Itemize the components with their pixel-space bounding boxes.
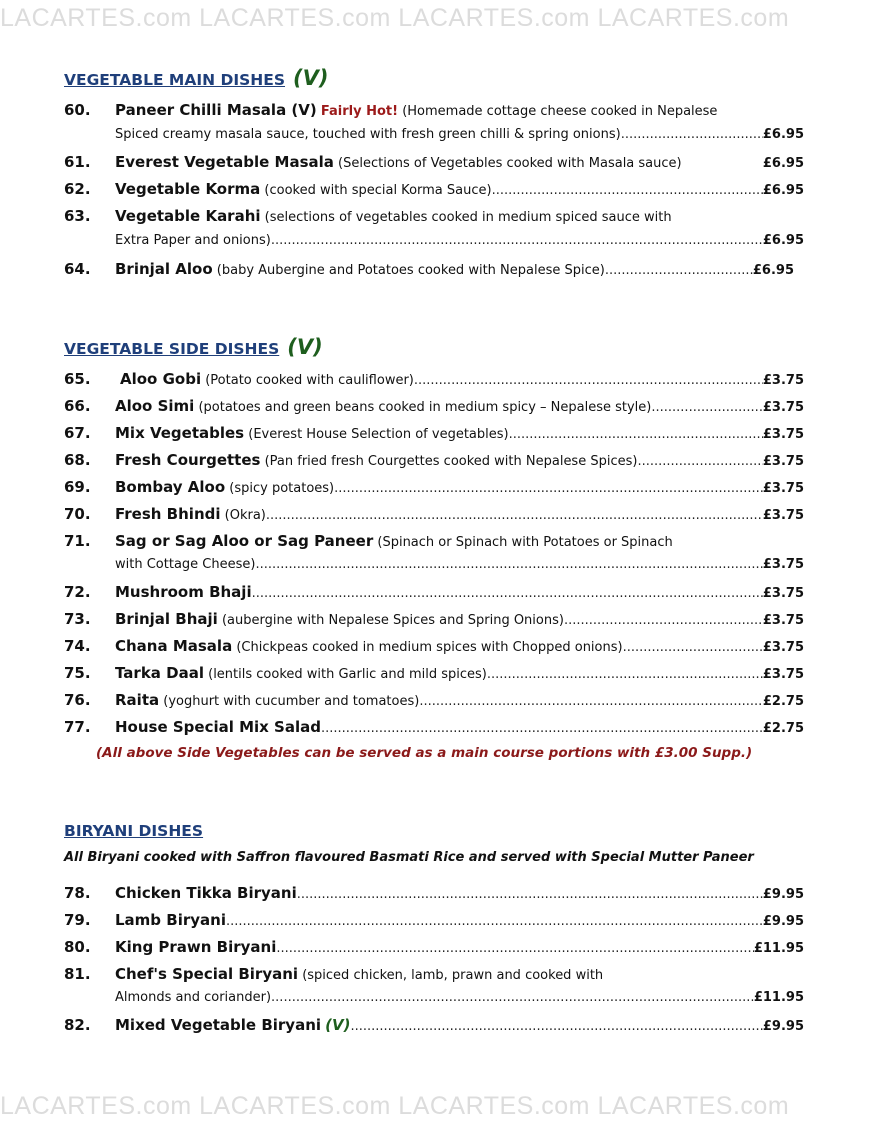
- item-number: 74.: [64, 637, 91, 655]
- item-description-cont: with Cottage Cheese): [115, 557, 256, 572]
- leader-dots: [252, 586, 763, 601]
- item-description: (potatoes and green beans cooked in medium spicy – Nepalese style): [198, 400, 652, 415]
- item-name: Mushroom Bhaji: [115, 583, 252, 601]
- item-price: £3.75: [762, 586, 804, 601]
- item-price: £6.95: [752, 263, 794, 278]
- item-description-cont: Extra Paper and onions): [115, 233, 271, 248]
- item-price: £6.95: [762, 127, 804, 142]
- item-description: (spicy potatoes): [229, 481, 335, 496]
- vegetable-main-heading: [64, 66, 328, 90]
- item-number: 65.: [64, 370, 91, 388]
- item-description: (Selections of Vegetables cooked with Masala sauce): [338, 156, 682, 171]
- item-price: £11.95: [753, 941, 804, 956]
- veg-mark: (V): [325, 1016, 351, 1034]
- item-price: £3.75: [762, 481, 804, 496]
- item-price: £6.95: [762, 156, 804, 171]
- item-number: 73.: [64, 610, 91, 628]
- item-name: Raita: [115, 691, 160, 709]
- item-name: Tarka Daal: [115, 664, 204, 682]
- item-name: Chicken Tikka Biryani: [115, 884, 297, 902]
- biryani-heading: BIRYANI DISHES: [64, 822, 204, 840]
- item-number: 66.: [64, 397, 91, 415]
- item-description: (Pan fried fresh Courgettes cooked with Nepalese Spices): [264, 454, 638, 469]
- leader-dots: [605, 263, 753, 278]
- item-description-cont: Spiced creamy masala sauce, touched with fresh green chilli & spring onions): [115, 127, 621, 142]
- item-name: Fresh Bhindi: [115, 505, 221, 523]
- item-number: 64.: [64, 260, 91, 278]
- item-number: 62.: [64, 180, 91, 198]
- biryani-intro: All Biryani cooked with Saffron flavoured Basmati Rice and served with Special Mutter Paneer: [64, 850, 754, 865]
- leader-dots: [271, 990, 754, 1005]
- leader-dots: [509, 427, 763, 442]
- item-price: £6.95: [762, 183, 804, 198]
- vegetable-side-heading: [64, 335, 323, 359]
- veg-mark: (V): [287, 335, 323, 359]
- leader-dots: [492, 183, 763, 198]
- leader-dots: [637, 454, 762, 469]
- item-number: 67.: [64, 424, 91, 442]
- item-price: £2.75: [762, 721, 804, 736]
- item-price: £3.75: [762, 557, 804, 572]
- item-price: £3.75: [762, 373, 804, 388]
- leader-dots: [297, 887, 763, 902]
- item-price: £9.95: [762, 914, 804, 929]
- item-description: (Potato cooked with cauliflower): [205, 373, 414, 388]
- item-description: (aubergine with Nepalese Spices and Spring Onions): [221, 613, 564, 628]
- item-description: (Homemade cottage cheese cooked in Nepalese: [402, 104, 718, 119]
- item-price: £3.75: [762, 454, 804, 469]
- item-number: 78.: [64, 884, 91, 902]
- hot-label: Fairly Hot!: [320, 104, 399, 119]
- section-title: VEGETABLE SIDE DISHES: [64, 340, 280, 358]
- item-description: (Everest House Selection of vegetables): [248, 427, 509, 442]
- item-number: 60.: [64, 101, 91, 119]
- item-description: (lentils cooked with Garlic and mild spices): [208, 667, 487, 682]
- item-price: £9.95: [762, 887, 804, 902]
- item-price: £2.75: [762, 694, 804, 709]
- item-price: £6.95: [762, 233, 804, 248]
- leader-dots: [334, 481, 763, 496]
- side-dish-note: (All above Side Vegetables can be served as a main course portions with £3.00 Supp.): [96, 745, 753, 761]
- item-description-cont: Almonds and coriander): [115, 990, 272, 1005]
- item-description: (Spinach or Spinach with Potatoes or Spinach: [377, 535, 673, 550]
- leader-dots: [651, 400, 763, 415]
- item-number: 69.: [64, 478, 91, 496]
- item-description: (yoghurt with cucumber and tomatoes): [163, 694, 420, 709]
- item-description: (selections of vegetables cooked in medium spiced sauce with: [264, 210, 672, 225]
- item-price: £3.75: [762, 667, 804, 682]
- item-description: (cooked with special Korma Sauce): [264, 183, 492, 198]
- item-number: 63.: [64, 207, 91, 225]
- item-price: £3.75: [762, 400, 804, 415]
- item-name: Vegetable Korma: [115, 180, 261, 198]
- item-name: Lamb Biryani: [115, 911, 226, 929]
- item-name: Aloo Simi: [115, 397, 195, 415]
- item-number: 77.: [64, 718, 91, 736]
- item-description: (baby Aubergine and Potatoes cooked with Nepalese Spice): [216, 263, 605, 278]
- item-name: Brinjal Bhaji: [115, 610, 218, 628]
- item-description: (Okra): [224, 508, 266, 523]
- leader-dots: [621, 127, 763, 142]
- leader-dots: [350, 1019, 762, 1034]
- item-price: £3.75: [762, 613, 804, 628]
- item-number: 76.: [64, 691, 91, 709]
- leader-dots: [276, 941, 753, 956]
- item-number: 75.: [64, 664, 91, 682]
- item-name: Paneer Chilli Masala (V): [115, 101, 317, 119]
- leader-dots: [564, 613, 763, 628]
- item-name: Sag or Sag Aloo or Sag Paneer: [115, 532, 374, 550]
- leader-dots: [487, 667, 763, 682]
- leader-dots: [414, 373, 763, 388]
- item-number: 68.: [64, 451, 91, 469]
- watermark-bottom: LACARTES.com LACARTES.com LACARTES.com LACARTES.com: [0, 1092, 790, 1120]
- item-name: Chef's Special Biryani: [115, 965, 299, 983]
- item-name: House Special Mix Salad: [115, 718, 321, 736]
- leader-dots: [419, 694, 763, 709]
- leader-dots: [271, 233, 763, 248]
- item-description: (Chickpeas cooked in medium spices with Chopped onions): [236, 640, 623, 655]
- leader-dots: [623, 640, 763, 655]
- item-number: 72.: [64, 583, 91, 601]
- item-name: Bombay Aloo: [115, 478, 226, 496]
- item-number: 70.: [64, 505, 91, 523]
- item-price: £11.95: [753, 990, 804, 1005]
- leader-dots: [321, 721, 763, 736]
- item-price: £9.95: [762, 1019, 804, 1034]
- item-number: 79.: [64, 911, 91, 929]
- item-number: 61.: [64, 153, 91, 171]
- section-title: VEGETABLE MAIN DISHES: [64, 71, 286, 89]
- item-number: 82.: [64, 1016, 91, 1034]
- item-name: King Prawn Biryani: [115, 938, 277, 956]
- item-number: 80.: [64, 938, 91, 956]
- item-price: £3.75: [762, 427, 804, 442]
- leader-dots: [266, 508, 763, 523]
- watermark-top: LACARTES.com LACARTES.com LACARTES.com LACARTES.com: [0, 4, 790, 32]
- item-name: Everest Vegetable Masala: [115, 153, 334, 171]
- item-number: 81.: [64, 965, 91, 983]
- item-name: Aloo Gobi: [120, 370, 202, 388]
- veg-mark: (V): [293, 66, 329, 90]
- leader-dots: [255, 557, 762, 572]
- item-name: Vegetable Karahi: [115, 207, 261, 225]
- item-price: £3.75: [762, 640, 804, 655]
- item-price: £3.75: [762, 508, 804, 523]
- item-name: Mixed Vegetable Biryani: [115, 1016, 322, 1034]
- leader-dots: [226, 914, 763, 929]
- item-number: 71.: [64, 532, 91, 550]
- item-name: Mix Vegetables: [115, 424, 245, 442]
- item-name: Chana Masala: [115, 637, 233, 655]
- item-description: (spiced chicken, lamb, prawn and cooked with: [302, 968, 604, 983]
- item-name: Brinjal Aloo: [115, 260, 213, 278]
- item-name: Fresh Courgettes: [115, 451, 261, 469]
